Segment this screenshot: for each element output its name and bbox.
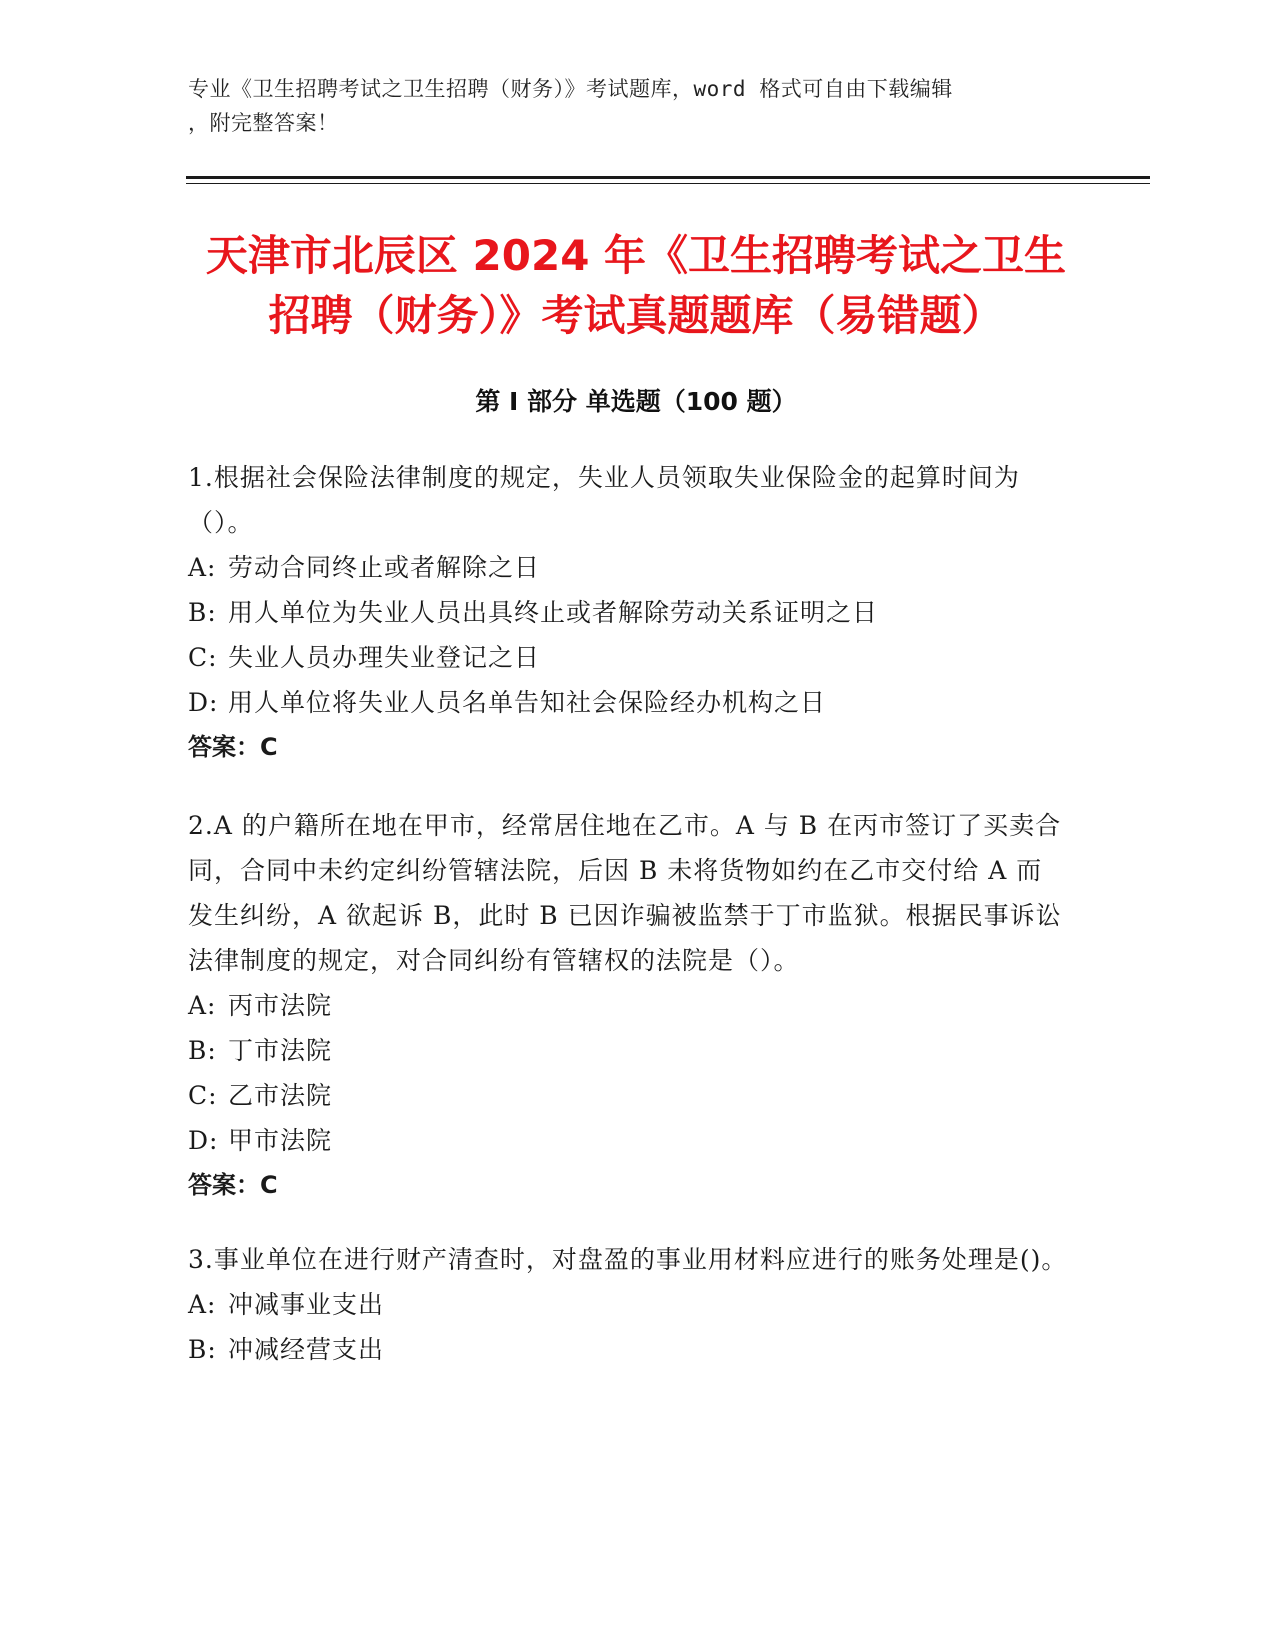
document-title-line-2: 招聘（财务）》考试真题题库（易错题） xyxy=(268,291,1004,340)
option-letter: C: xyxy=(188,1081,218,1110)
header-note-line-1: 专业《卫生招聘考试之卫生招聘（财务）》考试题库，word 格式可自由下载编辑 xyxy=(188,77,953,101)
option-text: 乙市法院 xyxy=(228,1081,333,1110)
option-letter: B: xyxy=(188,1036,217,1065)
option-letter: C: xyxy=(188,643,218,672)
question-stem: 2.A 的户籍所在地在甲市，经常居住地在乙市。A 与 B 在丙市签订了买卖合同，合同中未约定纠纷管辖法院，后因 B 未将货物如约在乙市交付给 A 而发生纠纷，A 欲起诉 B，此时 B 已因诈骗被监禁于丁市监狱。根据民事诉讼法律制度的规定，对合同纠纷有管辖权的法院是（）。 xyxy=(188,811,1062,975)
question-1 xyxy=(188,455,1068,770)
option-b xyxy=(188,1028,1068,1073)
document-title-line-1: 天津市北辰区 2024 年《卫生招聘考试之卫生 xyxy=(205,231,1067,280)
section-title: 第 I 部分 单选题（100 题） xyxy=(475,387,797,416)
question-stem: 3.事业单位在进行财产清查时，对盘盈的事业用材料应进行的账务处理是()。 xyxy=(188,1245,1068,1274)
option-d xyxy=(188,1118,1068,1163)
header-note-line-2: ，附完整答案！ xyxy=(188,111,339,135)
option-letter: A: xyxy=(188,1290,217,1319)
option-a xyxy=(188,545,1068,590)
option-c xyxy=(188,1073,1068,1118)
header-divider-thin xyxy=(186,183,1150,184)
question-2 xyxy=(188,803,1068,1208)
header-note xyxy=(188,72,1088,140)
option-letter: B: xyxy=(188,1335,217,1364)
question-3 xyxy=(188,1237,1068,1372)
option-text: 劳动合同终止或者解除之日 xyxy=(228,553,541,582)
option-b xyxy=(188,590,1068,635)
option-a xyxy=(188,1282,1068,1327)
option-letter: A: xyxy=(188,991,217,1020)
option-letter: D: xyxy=(188,688,219,717)
option-text: 冲减事业支出 xyxy=(228,1290,385,1319)
option-text: 冲减经营支出 xyxy=(228,1335,385,1364)
question-stem: 1.根据社会保险法律制度的规定，失业人员领取失业保险金的起算时间为（）。 xyxy=(188,463,1020,537)
document-title xyxy=(186,226,1086,346)
option-c xyxy=(188,635,1068,680)
option-letter: B: xyxy=(188,598,217,627)
option-text: 用人单位将失业人员名单告知社会保险经办机构之日 xyxy=(228,688,827,717)
option-letter: A: xyxy=(188,553,217,582)
answer-label: 答案：C xyxy=(188,733,278,761)
option-b xyxy=(188,1327,1068,1372)
option-text: 甲市法院 xyxy=(228,1126,333,1155)
option-d xyxy=(188,680,1068,725)
option-text: 丁市法院 xyxy=(228,1036,333,1065)
option-text: 用人单位为失业人员出具终止或者解除劳动关系证明之日 xyxy=(228,598,879,627)
option-text: 丙市法院 xyxy=(228,991,333,1020)
header-divider-thick xyxy=(186,176,1150,179)
option-text: 失业人员办理失业登记之日 xyxy=(228,643,541,672)
option-a xyxy=(188,983,1068,1028)
option-letter: D: xyxy=(188,1126,219,1155)
answer-label: 答案：C xyxy=(188,1171,278,1199)
